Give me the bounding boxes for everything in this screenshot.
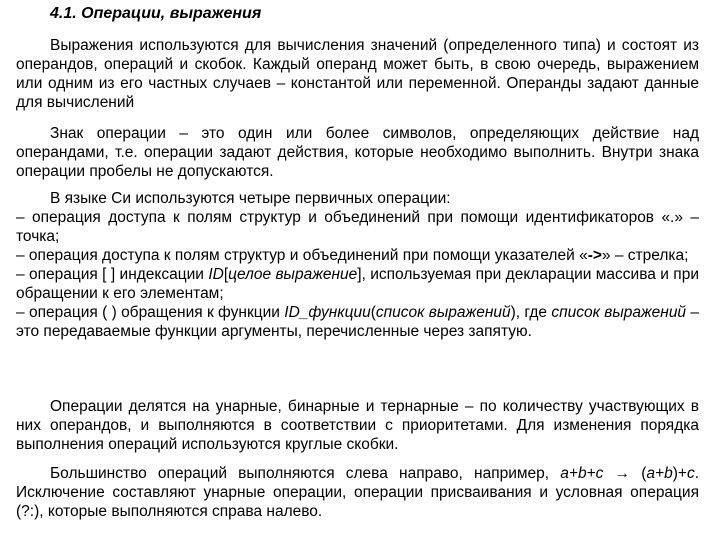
arrow-op-text-start: – операция доступа к полям структур и объединений при помощи указателей « bbox=[16, 247, 588, 264]
list-item-dot-operator: – операция доступа к полям структур и объединений при помощи идентификаторов «.» – точка; bbox=[16, 209, 699, 245]
call-op-arg-list: список выражений bbox=[375, 304, 511, 321]
index-op-text-end: ], используемая при декларации массива и при обращении к его элементам; bbox=[16, 266, 699, 302]
assoc-text-start: Большинство операций выполняются слева направо, например, bbox=[50, 465, 561, 482]
paragraph-arity: Операции делятся на унарные, бинарные и тернарные – по количеству участвующих в них операндов, и выполняются в соответствии с приоритетами. Для изменения порядка выполнения операций используются круглые скобки. bbox=[16, 398, 699, 453]
paragraph-expressions: Выражения используются для вычисления значений (определенного типа) и состоят из операндов, операций и скобок. Каждый операнд может быть, в свою очередь, выражением или одним из его частных случаев – константой или переменной. Операнды задают данные для вычислений bbox=[16, 37, 699, 111]
paragraph-operation-sign: Знак операции – это один или более символов, определяющих действие над операндами, т.е. операции задают действия, которые необходимо выполнить. Внутри знака операции пробелы не допускаются. bbox=[16, 125, 699, 180]
list-item-index-operator bbox=[16, 265, 699, 303]
index-op-text-start: – операция [ ] индексации bbox=[16, 266, 209, 283]
assoc-paren-open: ( bbox=[641, 465, 647, 482]
list-item-arrow-operator bbox=[16, 246, 699, 265]
call-op-paren: ( bbox=[370, 304, 376, 321]
index-op-id: ID bbox=[208, 266, 224, 283]
arrow-op-text-end: » – стрелка; bbox=[601, 247, 689, 264]
assoc-expr-1: a+b+c bbox=[560, 465, 604, 482]
assoc-expr-3: c bbox=[686, 465, 695, 482]
call-op-text-start: – операция ( ) обращения к функции bbox=[16, 304, 285, 321]
paragraph-associativity bbox=[16, 464, 699, 521]
call-op-func-id: ID_функции bbox=[284, 304, 371, 321]
index-op-bracket: [ bbox=[223, 266, 229, 283]
call-op-arg-list-2: список выражений bbox=[551, 304, 687, 321]
arrow-op-symbol: -> bbox=[587, 247, 602, 264]
arrow-icon: → bbox=[603, 465, 642, 482]
index-op-expression: целое выражение bbox=[228, 266, 358, 283]
call-op-text-end: – это передаваемые функции аргументы, перечисленные через запятую. bbox=[16, 304, 700, 340]
assoc-expr-2: a+b bbox=[646, 465, 673, 482]
paragraph-primary-operations bbox=[16, 189, 699, 341]
primary-ops-intro: В языке Си используются четыре первичных операции: bbox=[50, 190, 451, 207]
section-heading: 4.1. Операции, выражения bbox=[50, 5, 262, 22]
list-item-call-operator bbox=[16, 303, 699, 341]
assoc-paren-close: )+ bbox=[672, 465, 687, 482]
assoc-text-end: . Исключение составляют унарные операции, операции присваивания и условная операция (?:), которые выполняются справа налево. bbox=[16, 465, 699, 520]
call-op-text-mid: ), где bbox=[510, 304, 552, 321]
